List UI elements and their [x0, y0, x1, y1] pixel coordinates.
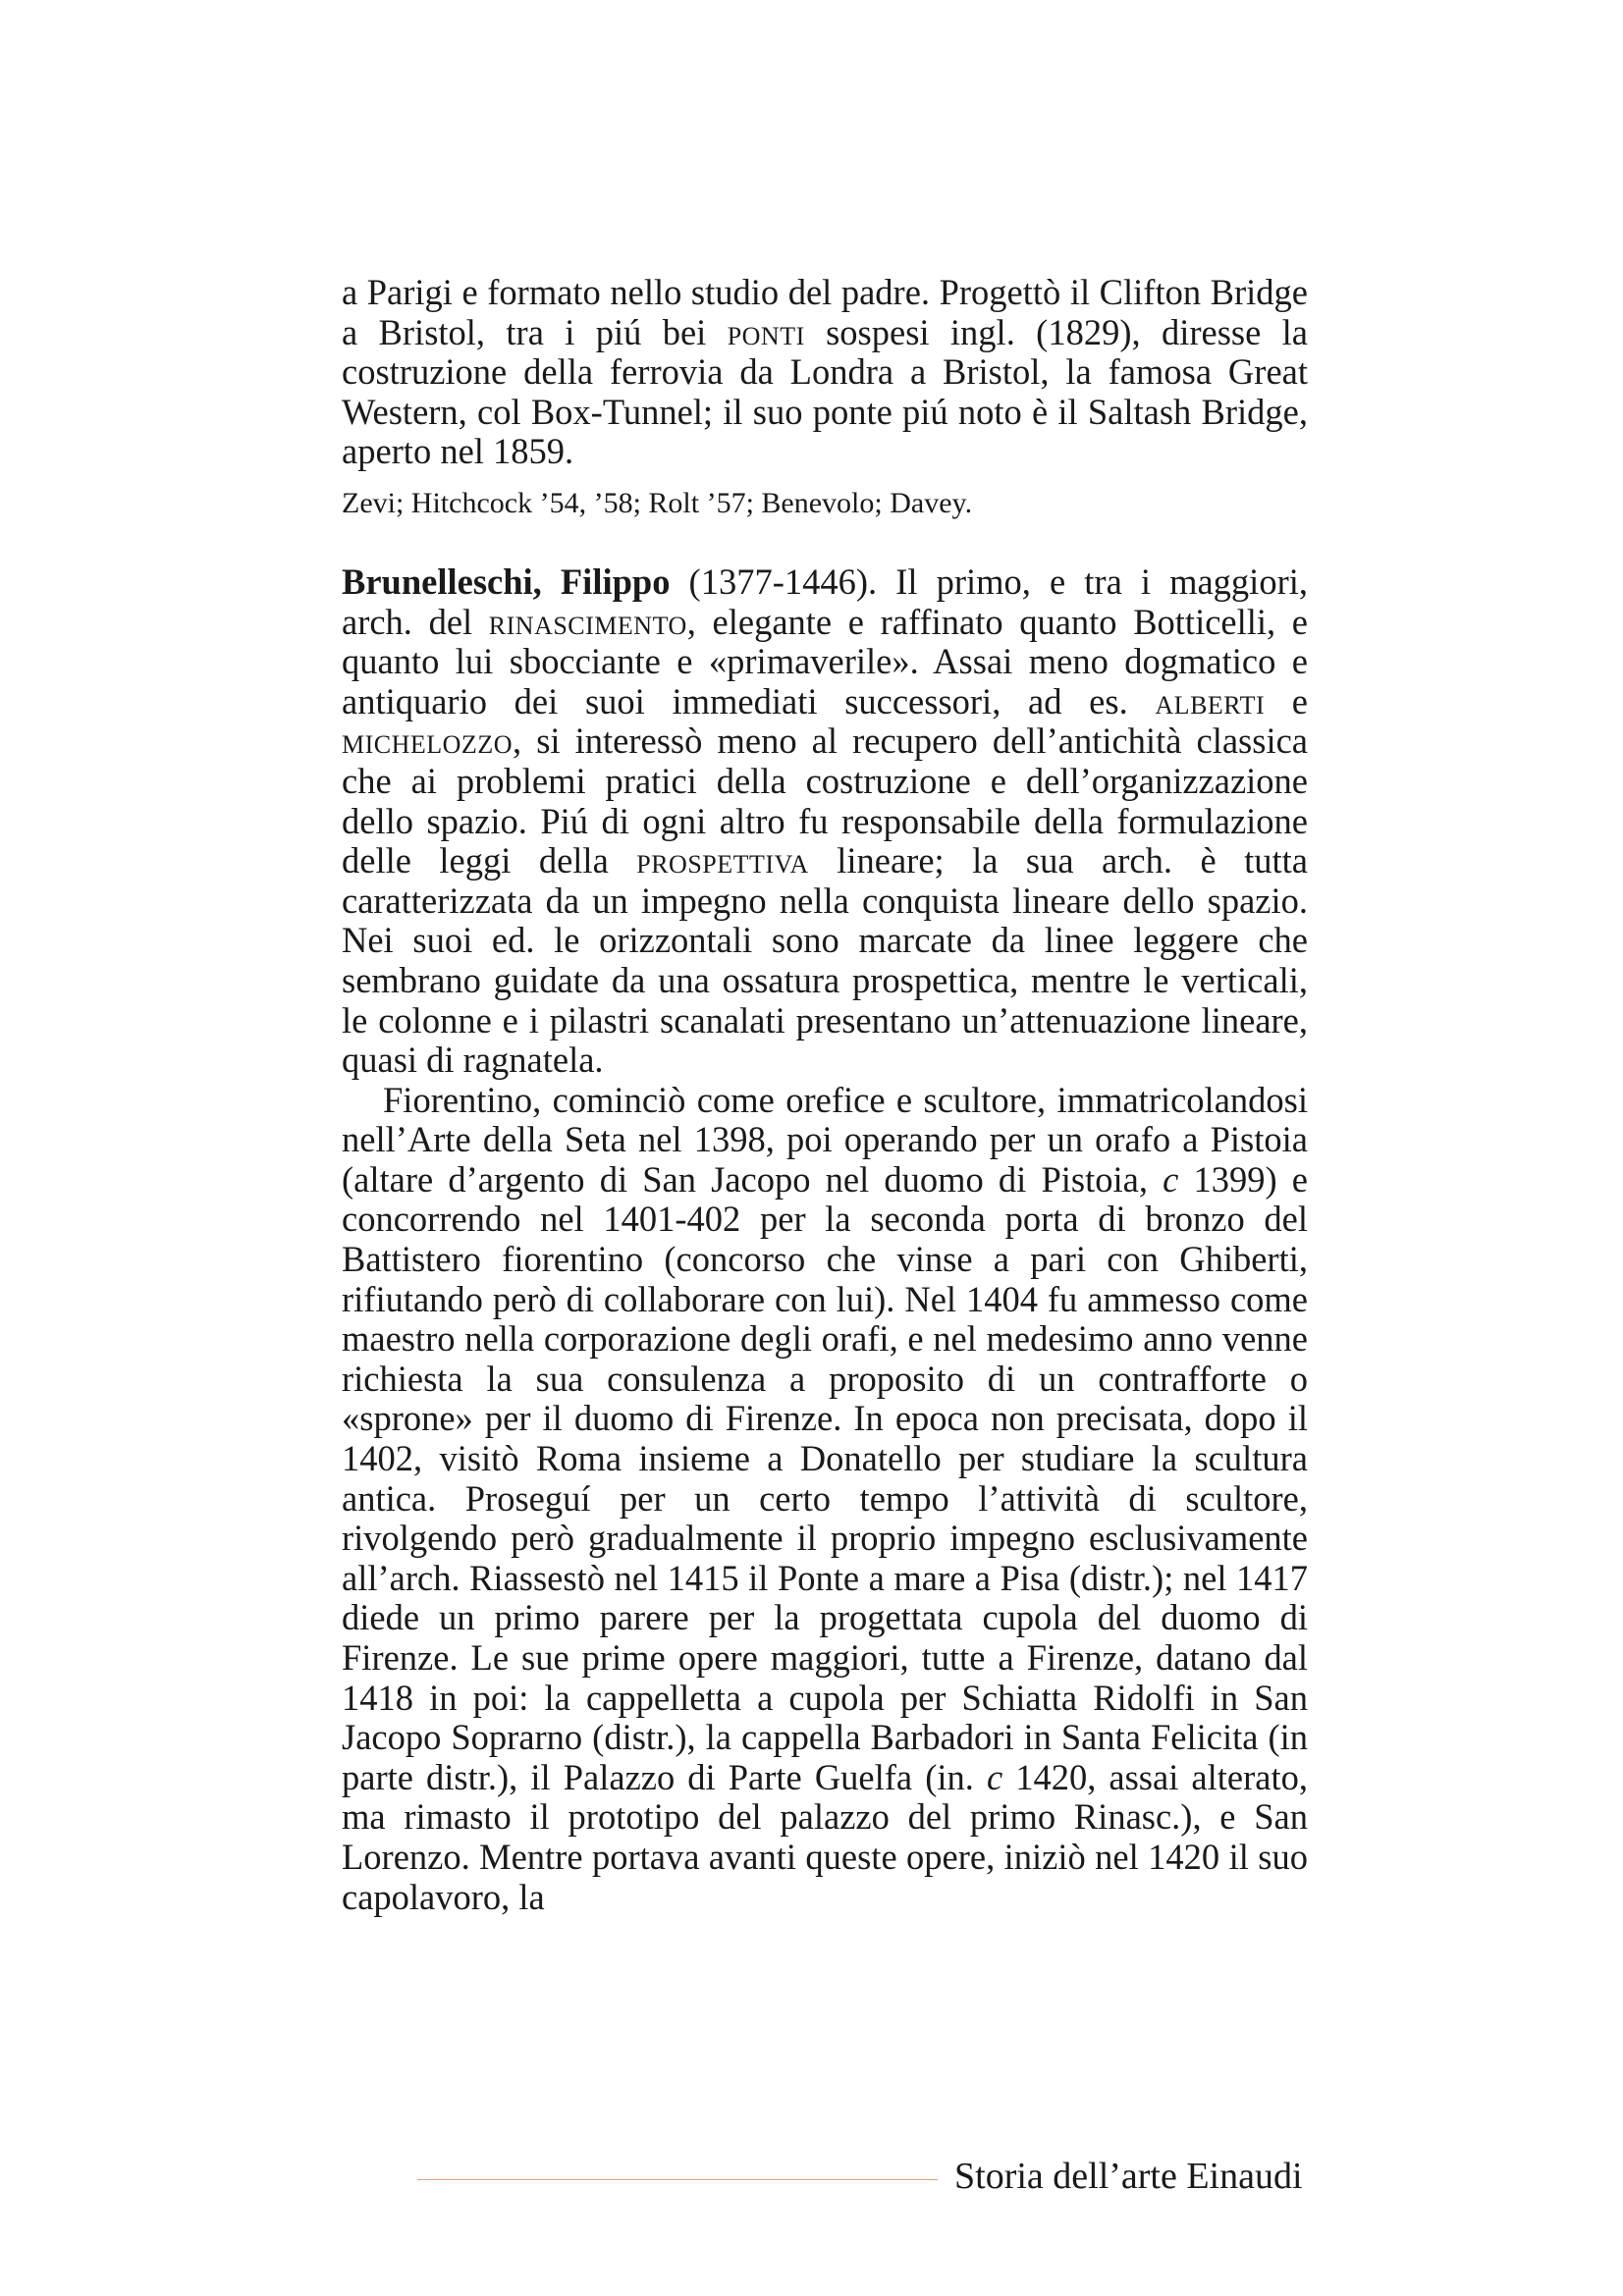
text-run: sospesi ingl. (1829), diresse la costruzione della ferrovia da Londra a Bristol, la famosa Great Western, col Box-Tunnel; il suo ponte piú noto è il Saltash Bridge, aperto nel 1859. — [342, 311, 1308, 472]
cross-reference-ponti: ponti — [727, 311, 805, 352]
text-run: Fiorentino, cominciò come orefice e scultore, immatricolandosi nell’Arte della Seta nel 1398, poi operando per un orafo a Pistoia (altare d’argento di San Jacopo nel duomo di Pistoia, — [342, 1079, 1308, 1200]
circa-abbreviation: c — [1163, 1158, 1179, 1200]
text-run: 1420, assai alterato, ma rimasto il prototipo del palazzo del primo Rinasc.), e San Lorenzo. Mentre portava avanti queste opere, iniziò nel 1420 il suo capolavoro, la — [342, 1756, 1308, 1917]
text-run: e — [1265, 680, 1309, 721]
footer-rule — [417, 2179, 938, 2180]
footer-publication-title: Storia dell’arte Einaudi — [954, 2156, 1303, 2197]
text-run: , si interessò meno al recupero dell’antichità classica che ai problemi pratici della costruzione e dell’organizzazione dello spazio. Piú di ogni altro fu responsabile della formulazione delle leggi della — [342, 721, 1308, 881]
text-run: , elegante e raffinato quanto Botticelli, e quanto lui sbocciante e «primaverile». Assai meno dogmatico e antiquario dei suoi immediati successori, ad es. — [342, 601, 1308, 721]
text-run: (1377-1446). Il primo, e tra i maggiori, arch. del — [342, 561, 1308, 642]
bibliography-line: Zevi; Hitchcock ’54, ’58; Rolt ’57; Benevolo; Davey. — [342, 486, 973, 519]
cross-reference-alberti: alberti — [1155, 680, 1266, 721]
paragraph-brunel-continuation — [342, 273, 1308, 472]
text-run: a Parigi e formato nello studio del padre. Progettò il Clifton Bridge a Bristol, tra i piú bei — [342, 272, 1308, 352]
entry-headword: Brunelleschi, Filippo — [342, 561, 671, 602]
cross-reference-rinascimento: rinascimento — [488, 601, 687, 642]
paragraph-biography — [342, 1081, 1308, 1917]
entry-brunelleschi — [342, 562, 1308, 1081]
text-run: 1399) e concorrendo nel 1401-402 per la seconda porta di bronzo del Battistero fiorentino (concorso che vinse a pari con Ghiberti, rifiutando però di collaborare con lui). Nel 1404 fu ammesso come maestro nella corporazione degli orafi, e nel medesimo anno venne richiesta la sua consulenza a proposito di un contrafforte o «sprone» per il duomo di Firenze. In epoca non precisata, dopo il 1402, visitò Roma insieme a Donatello per studiare la scultura antica. Proseguí per un certo tempo l’attività di scultore, rivolgendo però gradualmente il proprio impegno esclusivamente all’arch. Riassestò nel 1415 il Ponte a mare a Pisa (distr.); nel 1417 diede un primo parere per la progettata cupola del duomo di Firenze. Le sue prime opere maggiori, tutte a Firenze, datano dal 1418 in poi: la cappelletta a cupola per Schiatta Ridolfi in San Jacopo Soprarno (distr.), la cappella Barbadori in Santa Felicita (in parte distr.), il Palazzo di Parte Guelfa (in. — [342, 1158, 1308, 1797]
text-run: lineare; la sua arch. è tutta caratterizzata da un impegno nella conquista lineare dello spazio. Nei suoi ed. le orizzontali sono marcate da linee leggere che sembrano guidate da una ossatura prospettica, mentre le verticali, le colonne e i pilastri scanalati presentano un’attenuazione lineare, quasi di ragnatela. — [342, 840, 1308, 1081]
body-text — [342, 273, 1308, 1917]
circa-abbreviation: c — [986, 1756, 1003, 1797]
cross-reference-michelozzo: michelozzo — [342, 721, 513, 762]
cross-reference-prospettiva: prospettiva — [636, 840, 809, 881]
